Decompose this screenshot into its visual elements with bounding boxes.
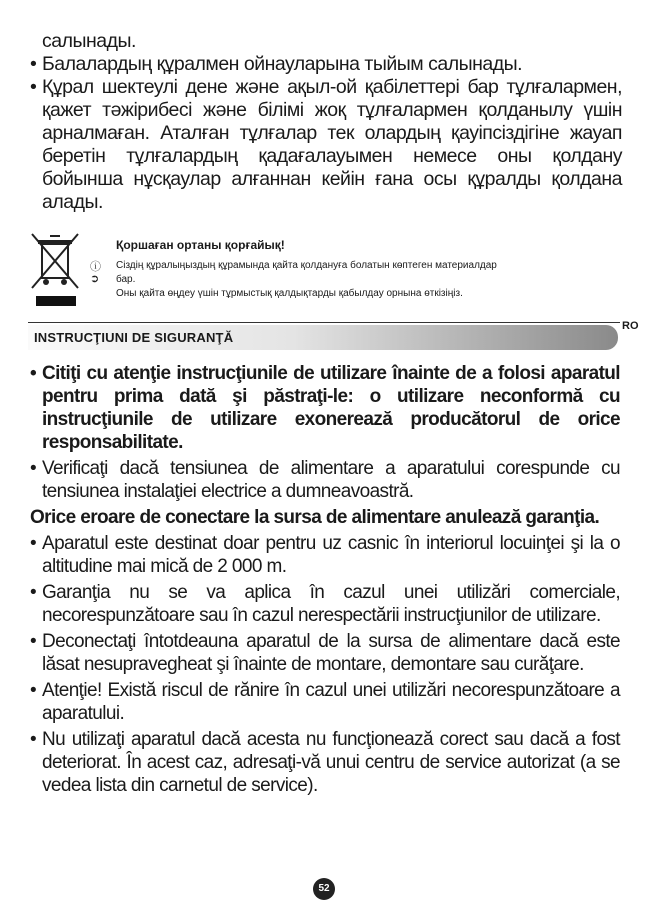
info-icon: ⓘ xyxy=(90,261,101,273)
kz-bullet: • Балалардың құралмен ойнауларына тыйым салынады. xyxy=(30,53,523,75)
page-number: 52 xyxy=(313,878,335,900)
section-title: INSTRUCŢIUNI DE SIGURANŢĂ xyxy=(34,330,234,345)
section-header xyxy=(28,325,618,350)
environment-line: бар. xyxy=(116,274,136,285)
language-divider xyxy=(28,322,620,323)
recycle-arrow-icon: ➲ xyxy=(90,273,100,285)
ro-bullet: • Atenţie! Există riscul de rănire în cazul unei utilizări necorespunzătoare a aparatului. xyxy=(30,680,620,724)
ro-bullet: • Citiţi cu atenţie instrucţiunile de utilizare înainte de a folosi aparatul pentru prima dată şi păstraţi-le: o utilizare neconformă cu instrucţiunile de utilizare exonerează producătorul de orice responsabilitate. xyxy=(30,363,620,453)
ro-bullet: • Nu utilizaţi aparatul dacă acesta nu funcţionează corect sau dacă a fost deteriorat. În acest caz, adresaţi-vă unui centru de service autorizat (a se vedea lista din carnetul de service). xyxy=(30,729,620,796)
kz-continuation-line: салынады. xyxy=(42,30,136,52)
ro-bullet: • Aparatul este destinat doar pentru uz casnic în interiorul locuinţei şi la o altitudine mai mică de 2 000 m. xyxy=(30,533,620,577)
kz-bullet: • Құрал шектеулі дене және ақыл-ой қабілеттері бар тұлғалармен, қажет тәжірибесі және білімі жоқ тұлғалармен қолданылу үшін арналмаған. Аталған тұлғалар тек олардың қауіпсіздігіне жауап беретін тұлғалардың қадағалауымен немесе оны қолдану бойынша нұсқаулар алғаннан кейін ғана осы құралды қолдана алады. xyxy=(30,76,622,213)
environment-notice xyxy=(28,232,628,312)
kazakh-safety-text xyxy=(30,30,622,214)
environment-line: Сіздің құралыңыздың құрамында қайта қолдануға болатын көптеген материалдар xyxy=(116,260,497,271)
crossed-bin-icon xyxy=(28,232,82,308)
ro-bullet: • Garanţia nu se va aplica în cazul unei utilizări comerciale, necorespunzătoare sau în cazul nerespectării instrucţiunilor de utilizare. xyxy=(30,582,620,626)
ro-warning-paragraph: Orice eroare de conectare la sursa de alimentare anulează garanţia. xyxy=(30,507,600,528)
ro-bullet: • Verificaţi dacă tensiunea de alimentare a aparatului corespunde cu tensiunea instalaţiei electrice a dumneavoastră. xyxy=(30,458,620,502)
language-code: RO xyxy=(622,320,639,332)
ro-bullet: • Deconectaţi întotdeauna aparatul de la sursa de alimentare dacă este lăsat nesupravegheat şi înainte de montare, demontare sau curăţare. xyxy=(30,631,620,675)
environment-title: Қоршаған ортаны қорғайық! xyxy=(116,238,285,252)
romanian-safety-text xyxy=(30,362,620,800)
environment-line: Оны қайта өңдеу үшін тұрмыстық қалдықтарды қабылдау орнына өткізіңіз. xyxy=(116,288,463,299)
